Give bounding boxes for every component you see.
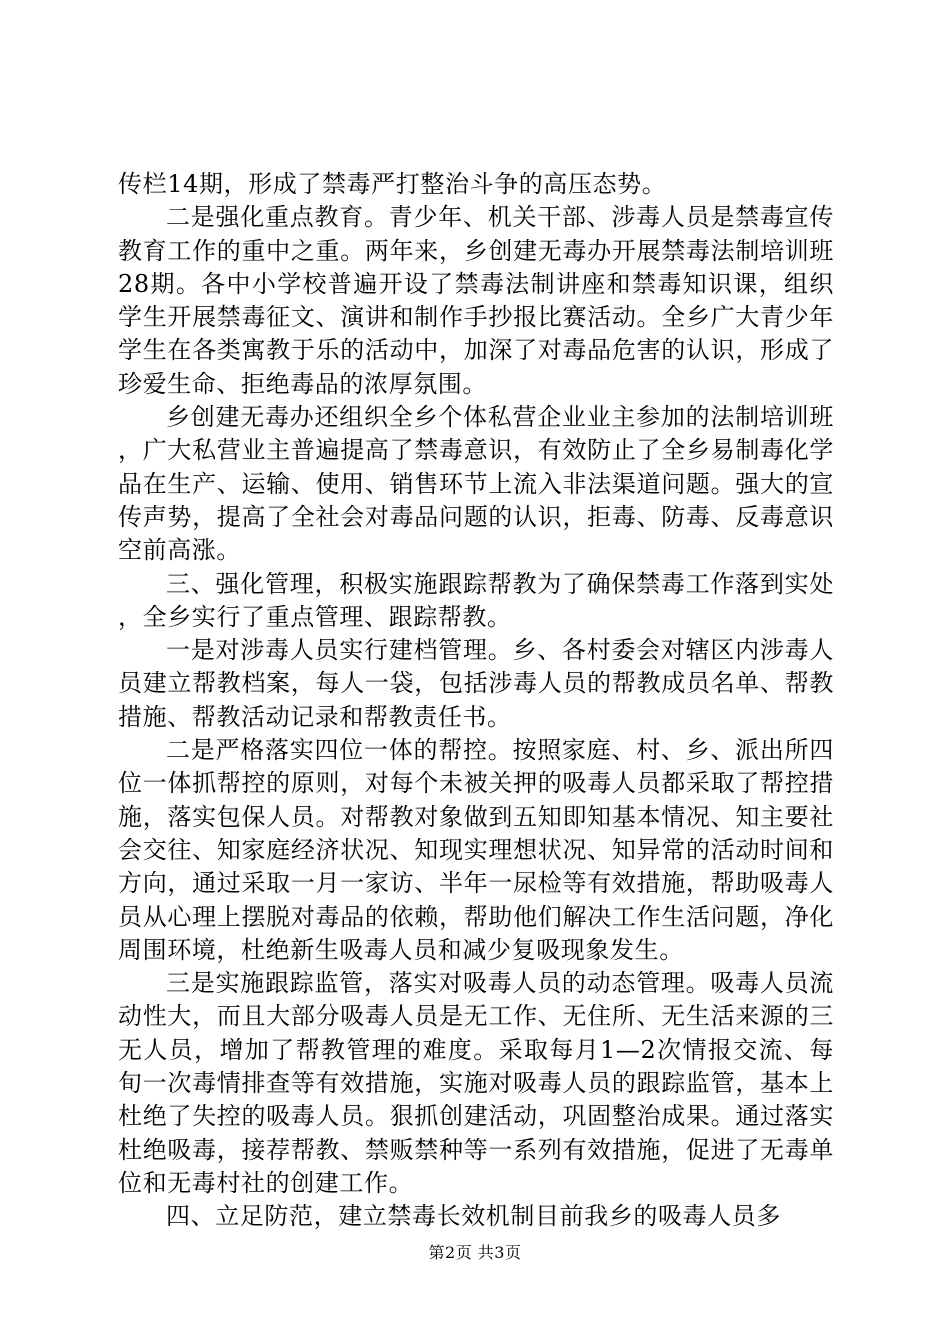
page-number-label: 第2页 共3页 xyxy=(428,1243,522,1262)
paragraph-6: 二是严格落实四位一体的帮控。按照家庭、村、乡、派出所四位一体抓帮控的原则，对每个未被关押的吸毒人员都采取了帮控措施，落实包保人员。对帮教对象做到五知即知基本情况、知主要社会交往、知家庭经济状况、知现实理想状况、知异常的活动时间和方向，通过采取一月一家访、半年一尿检等有效措施，帮助吸毒人员从心理上摆脱对毒品的依赖，帮助他们解决工作生活问题，净化周围环境，杜绝新生吸毒人员和减少复吸现象发生。 xyxy=(118,736,834,964)
paragraph-1: 传栏14期，形成了禁毒严打整治斗争的高压态势。 xyxy=(118,170,667,198)
paragraph-7: 三是实施跟踪监管，落实对吸毒人员的动态管理。吸毒人员流动性大，而且大部分吸毒人员是无工作、无住所、无生活来源的三无人员，增加了帮教管理的难度。采取每月1—2次情报交流、每旬一次毒情排查等有效措施，实施对吸毒人员的跟踪监管，基本上杜绝了失控的吸毒人员。狠抓创建活动，巩固整治成果。通过落实杜绝吸毒，接荐帮教、禁贩禁种等一系列有效措施，促进了无毒单位和无毒村社的创建工作。 xyxy=(118,969,834,1197)
paragraph-5: 一是对涉毒人员实行建档管理。乡、各村委会对辖区内涉毒人员建立帮教档案，每人一袋，包括涉毒人员的帮教成员名单、帮教措施、帮教活动记录和帮教责任书。 xyxy=(118,636,834,731)
page-footer xyxy=(0,1243,950,1263)
paragraph-8: 四、立足防范，建立禁毒长效机制目前我乡的吸毒人员多 xyxy=(166,1202,781,1231)
paragraph-3: 乡创建无毒办还组织全乡个体私营企业业主参加的法制培训班，广大私营业主普遍提高了禁毒意识，有效防止了全乡易制毒化学品在生产、运输、使用、销售环节上流入非法渠道问题。强大的宣传声势，提高了全社会对毒品问题的认识，拒毒、防毒、反毒意识空前高涨。 xyxy=(118,403,834,565)
paragraph-2: 二是强化重点教育。青少年、机关干部、涉毒人员是禁毒宣传教育工作的重中之重。两年来，乡创建无毒办开展禁毒法制培训班28期。各中小学校普遍开设了禁毒法制讲座和禁毒知识课，组织学生开展禁毒征文、演讲和制作手抄报比赛活动。全乡广大青少年学生在各类寓教于乐的活动中，加深了对毒品危害的认识，形成了珍爱生命、拒绝毒品的浓厚氛围。 xyxy=(118,203,834,398)
paragraph-4: 三、强化管理，积极实施跟踪帮教为了确保禁毒工作落到实处，全乡实行了重点管理、跟踪帮教。 xyxy=(118,569,834,631)
document-body xyxy=(118,168,834,1234)
